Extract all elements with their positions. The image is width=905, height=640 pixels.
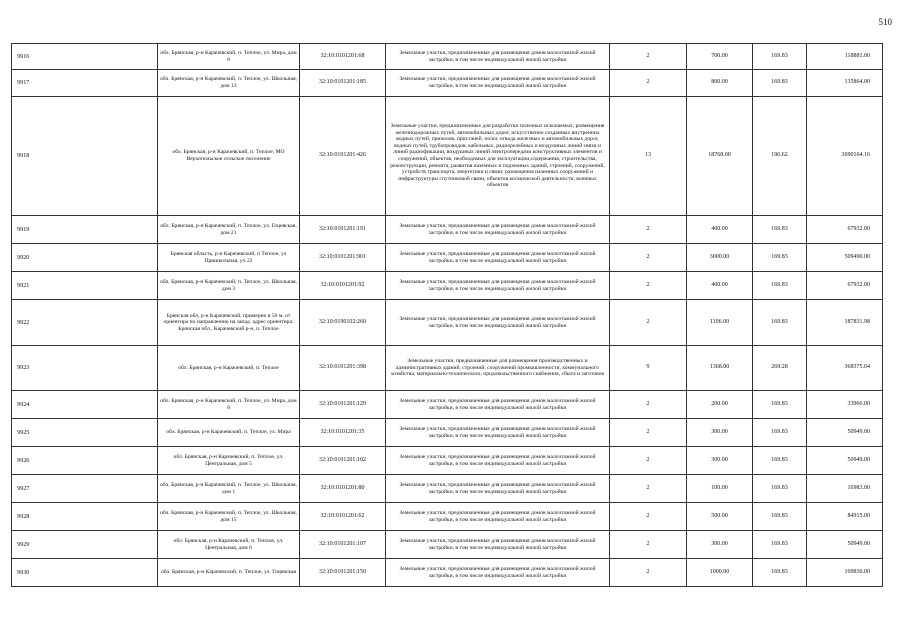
land-use-cell: Земельные участки, предназначенные для размещения домов малоэтажной жилой застройки, в том числе индивидуальной жилой застройки <box>386 503 610 531</box>
table-row <box>12 447 883 475</box>
rate-cell: 169.83 <box>753 70 807 97</box>
land-use-cell: Земельные участки, предназначенные для разработки полезных ископаемых, размещения железнодорожных путей, автомобильных дорог, искусственно созданных внутренних водных путей, причалов, пристаней, полос отвода железных и автомобильных дорог, водных путей, трубопроводов, кабельных, радиорелейных и воздушных линий связи и линий радиофикации, воздушных линий электропередачи конструктивных элементов и сооружений, объектов, необходимых для эксплуатации,содержания, строительства, реконструкции, ремонта, развития наземных и подземных зданий, строений, сооружений, устройств транспорта, энергетики и связи; размещения наземных сооружений и инфраструктуры спутниковой связи, объектов космической деятельности, военных объектов <box>386 97 610 216</box>
row-number: 9917 <box>12 70 158 97</box>
address-cell: обл. Брянская, р-н Карачевский, п. Теплое, ул. Школьная, дом 1 <box>158 475 300 503</box>
total-value-cell: 187831.98 <box>807 300 883 346</box>
total-value-cell: 50949.00 <box>807 531 883 559</box>
group-cell: 2 <box>610 419 687 447</box>
rate-cell: 169.83 <box>753 503 807 531</box>
group-cell: 2 <box>610 44 687 70</box>
total-value-cell: 67932.00 <box>807 216 883 244</box>
address-cell: обл. Брянская, р-н Карачевский, п. Теплое, ул. Центральная, дом 5 <box>158 447 300 475</box>
rate-cell: 169.83 <box>753 244 807 272</box>
total-value-cell: 3690164.16 <box>807 97 883 216</box>
group-cell: 2 <box>610 272 687 300</box>
total-value-cell: 169830.00 <box>807 559 883 587</box>
land-registry-table <box>11 43 883 587</box>
cadastral-number-cell: 32:10:0101201:102 <box>300 447 386 475</box>
land-use-cell: Земельные участки, предназначенные для размещения домов малоэтажной жилой застройки, в том числе индивидуальной жилой застройки <box>386 216 610 244</box>
group-cell: 9 <box>610 346 687 391</box>
land-use-cell: Земельные участки, предназначенные для размещения домов малоэтажной жилой застройки, в том числе индивидуальной жилой застройки <box>386 391 610 419</box>
group-cell: 2 <box>610 531 687 559</box>
cadastral-number-cell: 32:10:0101201:398 <box>300 346 386 391</box>
address-cell: обл. Брянская, р-н Карачевский, п. Теплое, ул. Мира, дом 8 <box>158 391 300 419</box>
land-use-cell: Земельные участки, предназначенные для размещения домов малоэтажной жилой застройки, в том числе индивидуальной жилой застройки <box>386 447 610 475</box>
rate-cell: 169.83 <box>753 559 807 587</box>
table-row <box>12 44 883 70</box>
total-value-cell: 118881.00 <box>807 44 883 70</box>
land-use-cell: Земельные участки, предназначенные для размещения домов малоэтажной жилой застройки, в том числе индивидуальной жилой застройки <box>386 559 610 587</box>
total-value-cell: 509490.00 <box>807 244 883 272</box>
cadastral-number-cell: 32:10:0190102:260 <box>300 300 386 346</box>
cadastral-number-cell: 32:10:0101201:426 <box>300 97 386 216</box>
row-number: 9922 <box>12 300 158 346</box>
cadastral-number-cell: 32:10:0101201:901 <box>300 244 386 272</box>
row-number: 9916 <box>12 44 158 70</box>
table-row <box>12 531 883 559</box>
group-cell: 2 <box>610 244 687 272</box>
land-use-cell: Земельные участки, предназначенные для размещения производственных и административных зданий, строений, сооружений промышленности, коммунального хозяйства, материально-технического, продовольственного снабжения, сбыта и заготовок <box>386 346 610 391</box>
address-cell: обл. Брянская, р-н Карачевский, п. Теплое, ул. Мира, дом 8 <box>158 44 300 70</box>
row-number: 9920 <box>12 244 158 272</box>
area-cell: 200.00 <box>687 391 753 419</box>
address-cell: обл. Брянская, р-н Карачевский, п. Теплое, ул. Школьная, дом 3 <box>158 272 300 300</box>
land-use-cell: Земельные участки, предназначенные для размещения домов малоэтажной жилой застройки, в том числе индивидуальной жилой застройки <box>386 475 610 503</box>
address-cell: Брянская область, р-н Карачевский, п Теплое, ул Пришкольная, уч 22 <box>158 244 300 272</box>
group-cell: 2 <box>610 559 687 587</box>
area-cell: 300.00 <box>687 447 753 475</box>
row-number: 9925 <box>12 419 158 447</box>
group-cell: 2 <box>610 300 687 346</box>
rate-cell: 169.83 <box>753 391 807 419</box>
total-value-cell: 135864.00 <box>807 70 883 97</box>
group-cell: 2 <box>610 391 687 419</box>
cadastral-number-cell: 32:10:0101201:35 <box>300 419 386 447</box>
table-row <box>12 559 883 587</box>
group-cell: 2 <box>610 70 687 97</box>
group-cell: 2 <box>610 216 687 244</box>
cadastral-number-cell: 32:10:0101201:92 <box>300 272 386 300</box>
group-cell: 2 <box>610 447 687 475</box>
row-number: 9924 <box>12 391 158 419</box>
rate-cell: 169.83 <box>753 531 807 559</box>
area-cell: 700.00 <box>687 44 753 70</box>
row-number: 9923 <box>12 346 158 391</box>
group-cell: 2 <box>610 475 687 503</box>
rate-cell: 169.83 <box>753 300 807 346</box>
rate-cell: 169.83 <box>753 216 807 244</box>
cadastral-number-cell: 32:10:0101201:62 <box>300 503 386 531</box>
table-row <box>12 216 883 244</box>
total-value-cell: 67932.00 <box>807 272 883 300</box>
land-use-cell: Земельные участки, предназначенные для размещения домов малоэтажной жилой застройки, в том числе индивидуальной жилой застройки <box>386 531 610 559</box>
area-cell: 1106.00 <box>687 300 753 346</box>
table-row <box>12 300 883 346</box>
row-number: 9919 <box>12 216 158 244</box>
rate-cell: 169.83 <box>753 44 807 70</box>
table-row <box>12 97 883 216</box>
rate-cell: 169.83 <box>753 419 807 447</box>
rate-cell: 169.83 <box>753 447 807 475</box>
land-use-cell: Земельные участки, предназначенные для размещения домов малоэтажной жилой застройки, в том числе индивидуальной жилой застройки <box>386 419 610 447</box>
cadastral-number-cell: 32:10:0101201:191 <box>300 216 386 244</box>
cadastral-number-cell: 32:10:0101201:150 <box>300 559 386 587</box>
rate-cell: 269.28 <box>753 346 807 391</box>
cadastral-number-cell: 32:10:0101201:68 <box>300 44 386 70</box>
address-cell: обл. Брянская, р-н Карачевский, п. Теплое, ул. Школьная, дом 13 <box>158 70 300 97</box>
address-cell: Брянская обл, р-н Карачевский, примерно в 50 м. от ориентира по направлению на запад. адрес ориентира: Брянская обл., Карачевский р-н, п. Теплое <box>158 300 300 346</box>
table-row <box>12 244 883 272</box>
address-cell: обл. Брянская, р-н Карачевский, п. Теплое, ул. Гоцевская, дом 21 <box>158 216 300 244</box>
page-number: 510 <box>878 17 892 27</box>
rate-cell: 196.62 <box>753 97 807 216</box>
total-value-cell: 16983.00 <box>807 475 883 503</box>
address-cell: обл. Брянская, р-н Карачевский, п. Теплое <box>158 346 300 391</box>
cadastral-number-cell: 32:10:0101201:107 <box>300 531 386 559</box>
table-row <box>12 346 883 391</box>
address-cell: обл. Брянская, р-н Карачевский, п. Теплое, ул. Центральная, дом 6 <box>158 531 300 559</box>
land-use-cell: Земельные участки, предназначенные для размещения домов малоэтажной жилой застройки, в том числе индивидуальной жилой застройки <box>386 300 610 346</box>
table-row <box>12 70 883 97</box>
total-value-cell: 33966.00 <box>807 391 883 419</box>
land-use-cell: Земельные участки, предназначенные для размещения домов малоэтажной жилой застройки, в том числе индивидуальной жилой застройки <box>386 244 610 272</box>
table-row <box>12 391 883 419</box>
area-cell: 18768.00 <box>687 97 753 216</box>
row-number: 9927 <box>12 475 158 503</box>
table-row <box>12 503 883 531</box>
area-cell: 300.00 <box>687 531 753 559</box>
area-cell: 300.00 <box>687 419 753 447</box>
group-cell: 2 <box>610 503 687 531</box>
total-value-cell: 50949.00 <box>807 419 883 447</box>
total-value-cell: 368375.04 <box>807 346 883 391</box>
area-cell: 400.00 <box>687 216 753 244</box>
area-cell: 1000.00 <box>687 559 753 587</box>
area-cell: 3000.00 <box>687 244 753 272</box>
area-cell: 100.00 <box>687 475 753 503</box>
table-row <box>12 475 883 503</box>
row-number: 9918 <box>12 97 158 216</box>
row-number: 9926 <box>12 447 158 475</box>
cadastral-number-cell: 32:10:0101201:129 <box>300 391 386 419</box>
row-number: 9928 <box>12 503 158 531</box>
address-cell: обл. Брянская, р-н Карачевский, п. Теплое, МО Верхопольское сельское поселение <box>158 97 300 216</box>
row-number: 9929 <box>12 531 158 559</box>
rate-cell: 169.83 <box>753 475 807 503</box>
row-number: 9921 <box>12 272 158 300</box>
row-number: 9930 <box>12 559 158 587</box>
land-use-cell: Земельные участки, предназначенные для размещения домов малоэтажной жилой застройки, в том числе индивидуальной жилой застройки <box>386 272 610 300</box>
area-cell: 500.00 <box>687 503 753 531</box>
cadastral-number-cell: 32:10:0101201:185 <box>300 70 386 97</box>
address-cell: обл. Брянская, р-н Карачевский, п. Теплое, ул. Гоцевская <box>158 559 300 587</box>
table-row <box>12 272 883 300</box>
land-use-cell: Земельные участки, предназначенные для размещения домов малоэтажной жилой застройки, в том числе индивидуальной жилой застройки <box>386 70 610 97</box>
rate-cell: 169.83 <box>753 272 807 300</box>
total-value-cell: 84915.00 <box>807 503 883 531</box>
land-use-cell: Земельные участки, предназначенные для размещения домов малоэтажной жилой застройки, в том числе индивидуальной жилой застройки <box>386 44 610 70</box>
group-cell: 13 <box>610 97 687 216</box>
address-cell: обл. Брянская, р-н Карачевский, п. Теплое, ул. Мира <box>158 419 300 447</box>
address-cell: обл. Брянская, р-н Карачевский, п. Теплое, ул. Школьная, дом 15 <box>158 503 300 531</box>
table-row <box>12 419 883 447</box>
cadastral-number-cell: 32:10:0101201:80 <box>300 475 386 503</box>
area-cell: 800.00 <box>687 70 753 97</box>
total-value-cell: 50949.00 <box>807 447 883 475</box>
area-cell: 400.00 <box>687 272 753 300</box>
area-cell: 1368.00 <box>687 346 753 391</box>
